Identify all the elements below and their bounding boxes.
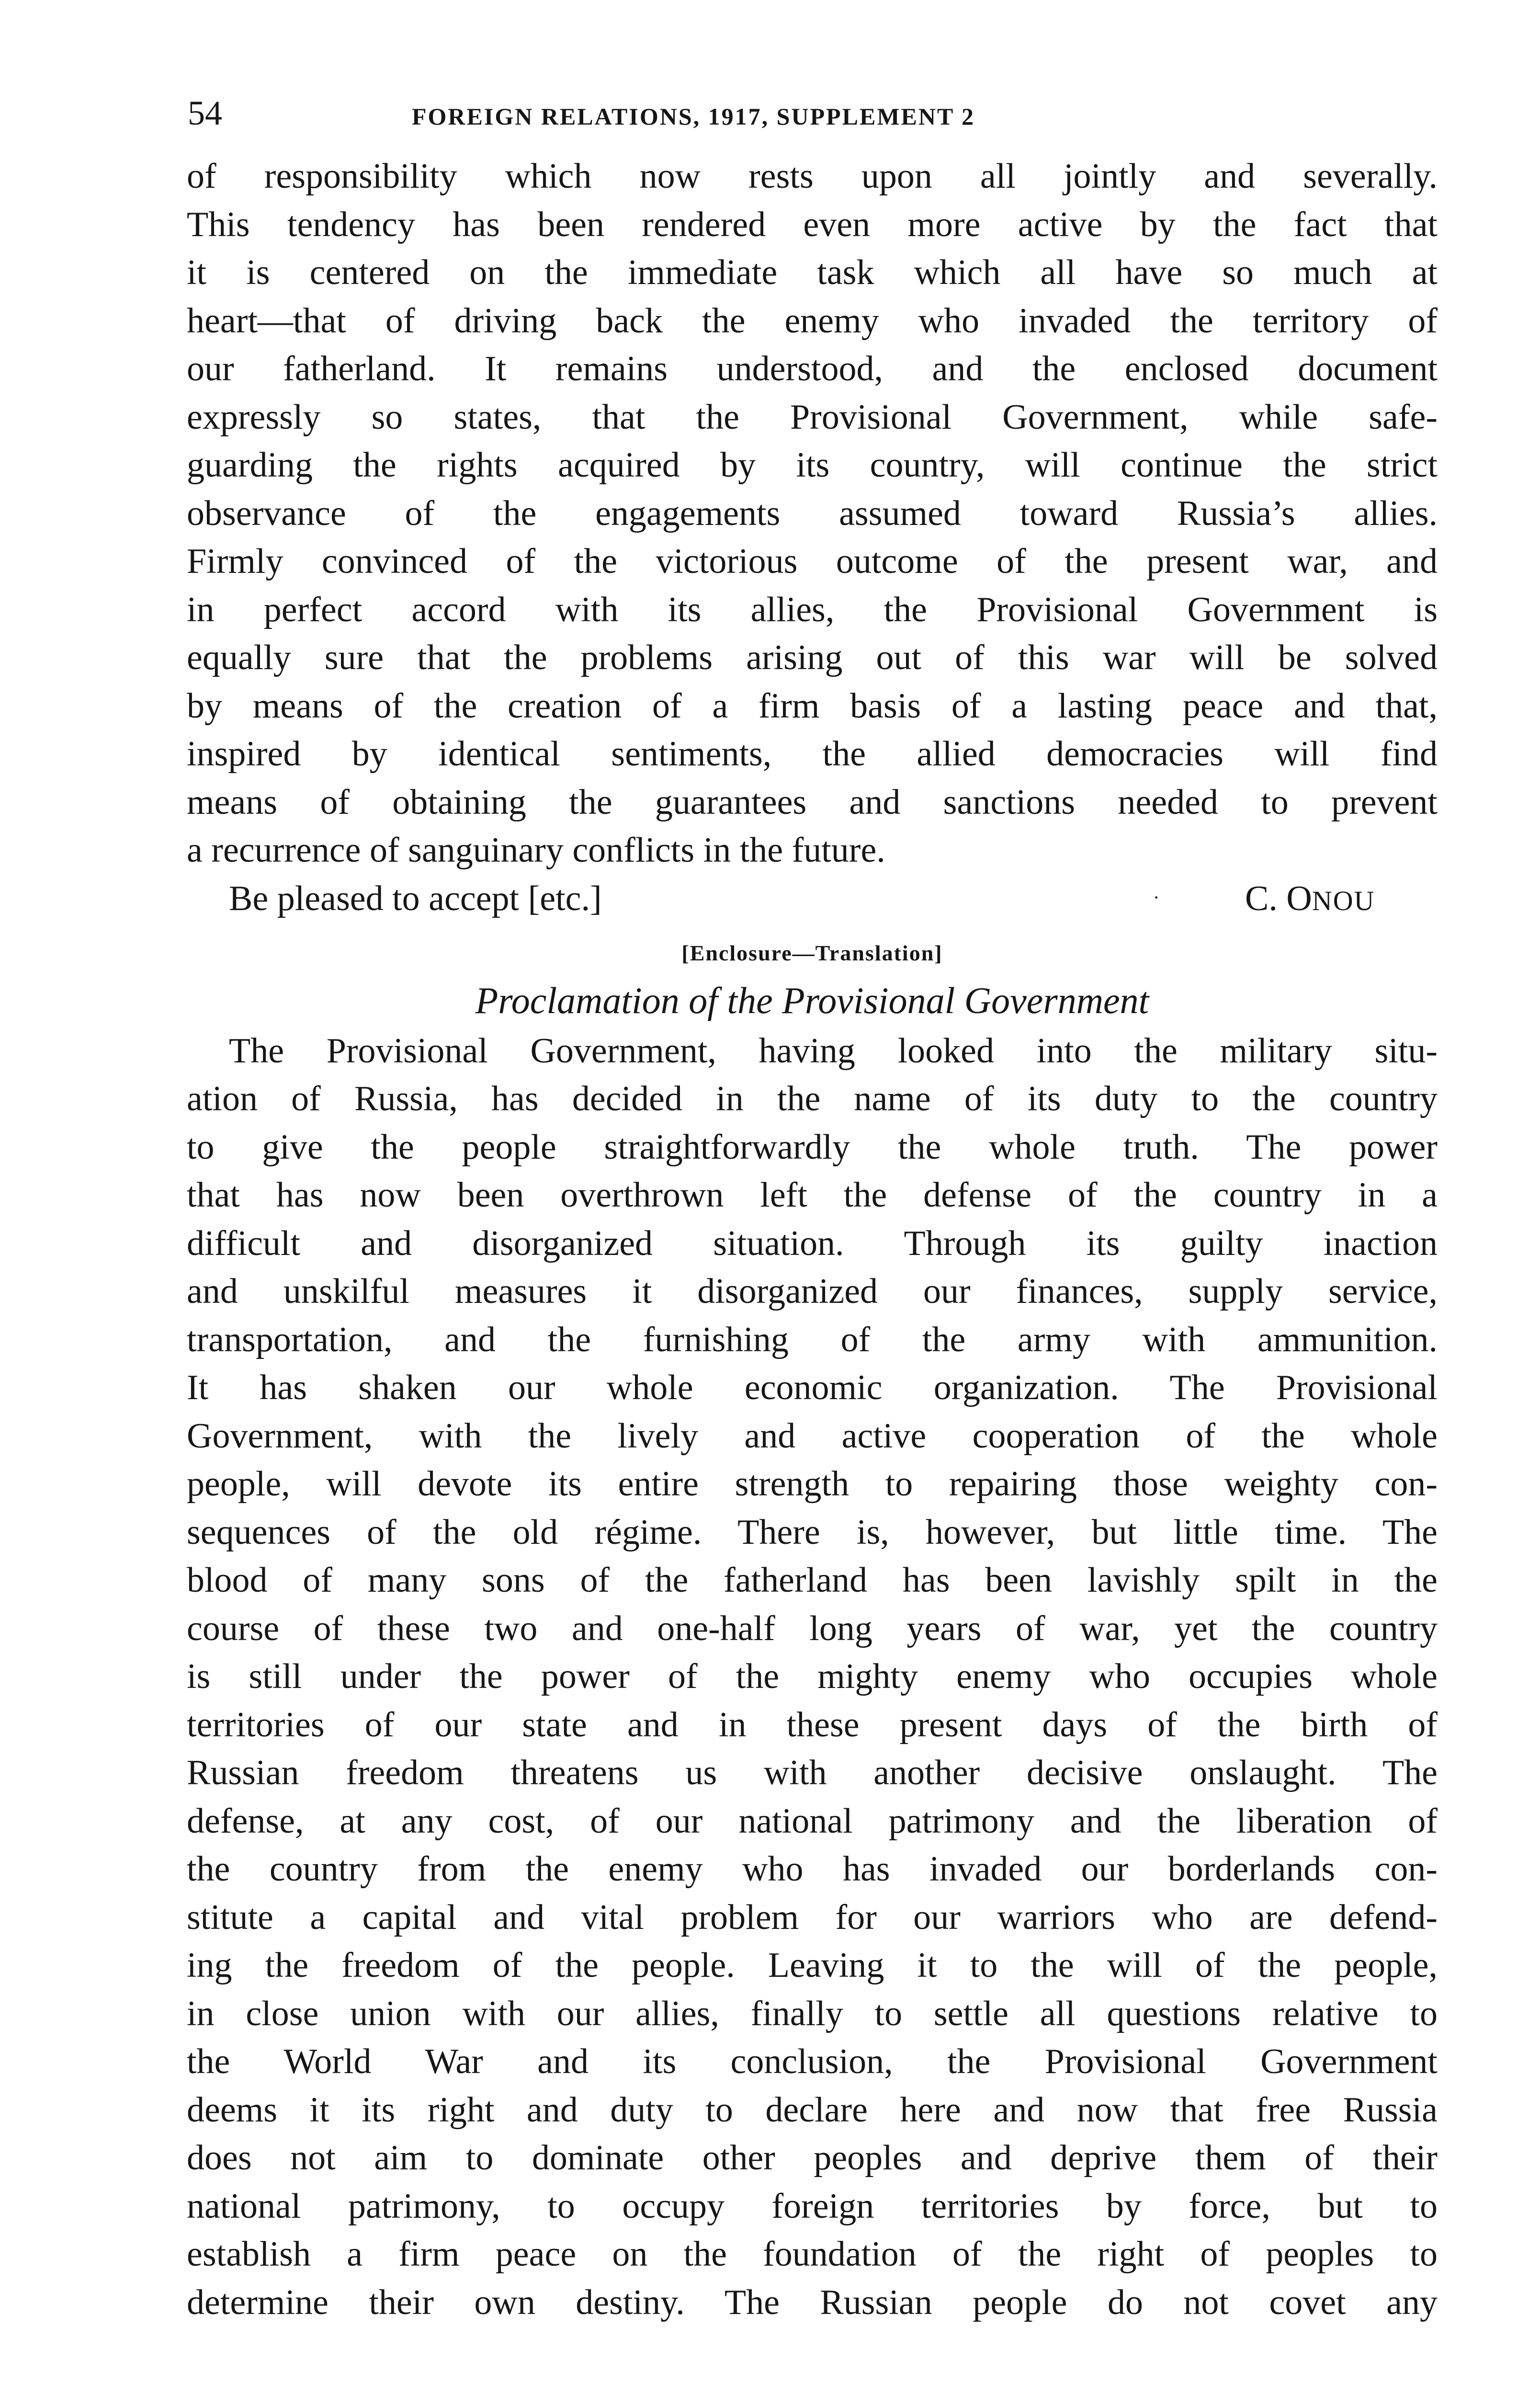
text-line: is still under the power of the mighty enemy who occupies whole: [187, 1657, 1438, 1696]
text-line: in perfect accord with its allies, the Provisional Government is: [187, 590, 1438, 629]
text-line: stitute a capital and vital problem for our warriors who are defend-: [187, 1897, 1438, 1937]
text-line: determine their own destiny. The Russian people do not covet any: [187, 2282, 1438, 2322]
document-page: [187, 96, 1438, 2327]
text-line: the World War and its conclusion, the Provisional Government: [187, 2042, 1438, 2081]
text-line: and unskilful measures it disorganized our finances, supply service,: [187, 1272, 1438, 1311]
stray-mark: ·: [1153, 886, 1160, 908]
enclosure-label: [Enclosure—Translation]: [681, 940, 943, 965]
text-line: by means of the creation of a firm basis of a lasting peace and that,: [187, 686, 1438, 726]
text-line: Firmly convinced of the victorious outcome of the present war, and: [187, 542, 1438, 581]
text-line: It has shaken our whole economic organization. The Provisional: [187, 1368, 1438, 1407]
text-line: defense, at any cost, of our national patrimony and the liberation of: [187, 1801, 1438, 1841]
text-line: difficult and disorganized situation. Through its guilty inaction: [187, 1223, 1438, 1263]
running-head: FOREIGN RELATIONS, 1917, SUPPLEMENT 2: [412, 103, 975, 130]
text-line: means of obtaining the guarantees and sanctions needed to prevent: [187, 782, 1438, 822]
text-line: course of these two and one-half long years of war, yet the country: [187, 1608, 1438, 1648]
text-line: that has now been overthrown left the defense of the country in a: [187, 1175, 1438, 1215]
text-line: guarding the rights acquired by its country, will continue the strict: [187, 445, 1438, 485]
text-line: territories of our state and in these present days of the birth of: [187, 1705, 1438, 1745]
text-line: people, will devote its entire strength to repairing those weighty con-: [187, 1464, 1438, 1504]
text-line: equally sure that the problems arising out of this war will be solved: [187, 638, 1438, 677]
text-line: ing the freedom of the people. Leaving it to the will of the people,: [187, 1946, 1438, 1985]
letter-body: [187, 152, 1438, 875]
text-line: expressly so states, that the Provisional Government, while safe-: [187, 397, 1438, 437]
text-line: heart—that of driving back the enemy who invaded the territory of: [187, 301, 1438, 341]
text-line: deems it its right and duty to declare here and now that free Russia: [187, 2090, 1438, 2130]
text-line: does not aim to dominate other peoples and deprive them of their: [187, 2138, 1438, 2178]
text-line: national patrimony, to occupy foreign territories by force, but to: [187, 2186, 1438, 2226]
proclamation-body: [187, 1027, 1438, 2327]
closing-salutation: Be pleased to accept [etc.]: [229, 878, 602, 918]
letter-closing: [187, 875, 1438, 923]
signature-initial: C. O: [1245, 878, 1312, 918]
text-line: in close union with our allies, finally to settle all questions relative to: [187, 1994, 1438, 2033]
page-header: [187, 96, 1438, 148]
text-line: of responsibility which now rests upon all jointly and severally.: [187, 157, 1438, 196]
text-line: blood of many sons of the fatherland has been lavishly spilt in the: [187, 1561, 1438, 1600]
text-line: Government, with the lively and active cooperation of the whole: [187, 1416, 1438, 1456]
text-line: sequences of the old régime. There is, however, but little time. The: [187, 1512, 1438, 1552]
text-line: This tendency has been rendered even more active by the fact that: [187, 205, 1438, 244]
text-line: establish a firm peace on the foundation of the right of peoples to: [187, 2235, 1438, 2274]
text-line: The Provisional Government, having looked into the military situ-: [229, 1031, 1438, 1071]
text-line: transportation, and the furnishing of the army with ammunition.: [187, 1320, 1438, 1359]
page-number: 54: [188, 94, 222, 132]
signature-surname-smallcaps: NOU: [1312, 885, 1375, 916]
proclamation-title: Proclamation of the Provisional Government: [475, 979, 1149, 1021]
text-line: observance of the engagements assumed toward Russia’s allies.: [187, 493, 1438, 533]
signature: [1245, 875, 1375, 925]
text-line: ation of Russia, has decided in the name of its duty to the country: [187, 1079, 1438, 1118]
text-line: our fatherland. It remains understood, and the enclosed document: [187, 349, 1438, 388]
text-line: inspired by identical sentiments, the allied democracies will find: [187, 734, 1438, 774]
text-line: a recurrence of sanguinary conflicts in the future.: [187, 831, 885, 870]
text-line: it is centered on the immediate task which all have so much at: [187, 253, 1438, 292]
text-line: to give the people straightforwardly the whole truth. The power: [187, 1127, 1438, 1167]
text-line: the country from the enemy who has invaded our borderlands con-: [187, 1849, 1438, 1889]
text-line: Russian freedom threatens us with another decisive onslaught. The: [187, 1753, 1438, 1792]
